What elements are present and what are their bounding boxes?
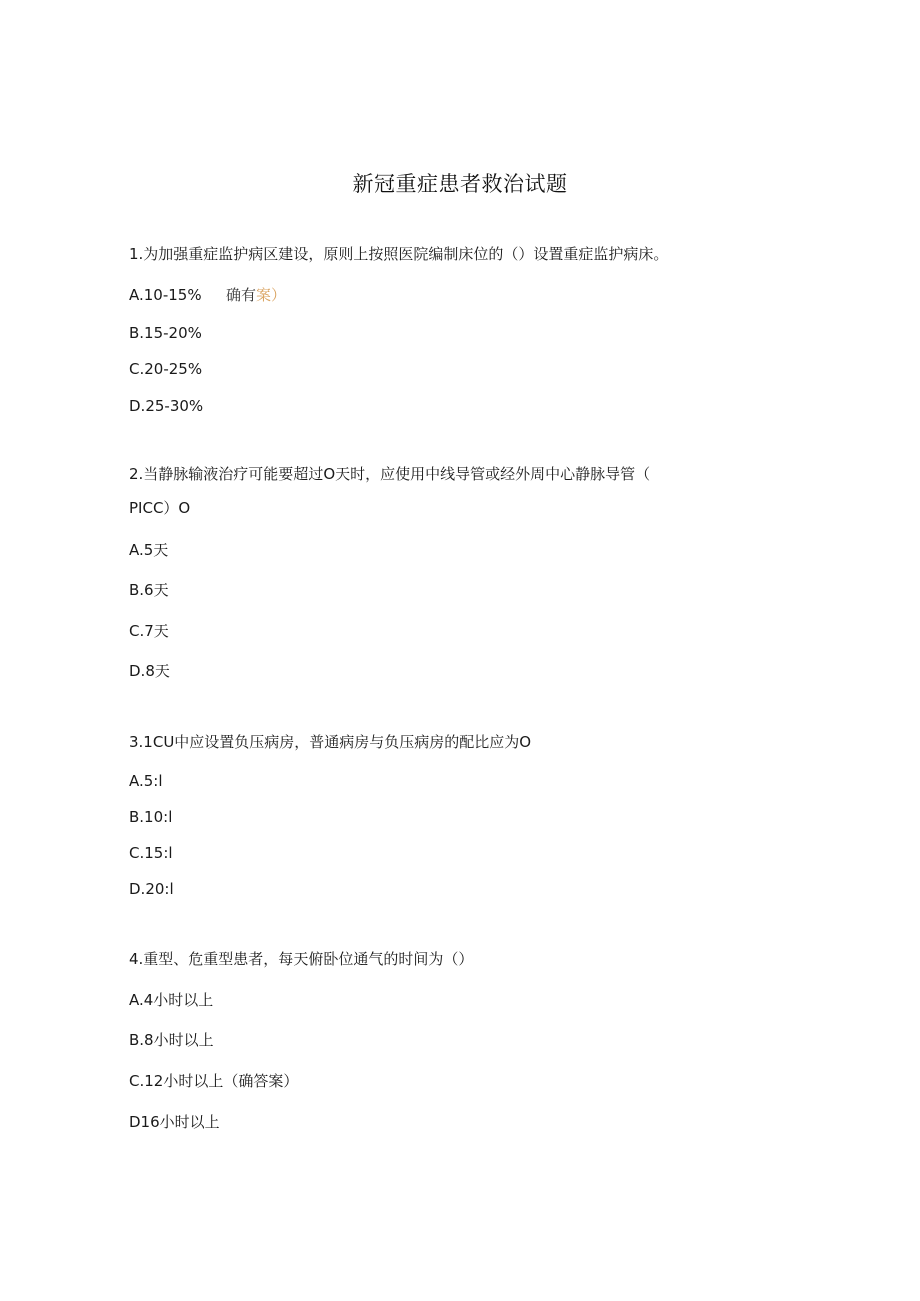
- question-4-option-a: A.4小时以上: [129, 991, 214, 1009]
- answer-note-text: 确有: [226, 286, 257, 304]
- question-3-option-c: C.15:l: [129, 844, 173, 862]
- question-3-stem: 3.1CU中应设置负压病房，普通病房与负压病房的配比应为O: [129, 733, 532, 751]
- question-3-option-a: A.5:l: [129, 772, 163, 790]
- question-4-option-b: B.8小时以上: [129, 1031, 214, 1049]
- question-3-option-d: D.20:l: [129, 880, 174, 898]
- question-1-answer-note: [226, 285, 286, 305]
- question-4-option-c: C.12小时以上（确答案）: [129, 1072, 299, 1090]
- question-1-option-d: D.25-30%: [129, 397, 204, 415]
- answer-note-highlight: 案）: [256, 286, 287, 304]
- question-2-stem-line-1: 2.当静脉输液治疗可能要超过O天时，应使用中线导管或经外周中心静脉导管（: [129, 465, 651, 483]
- question-2-option-c: C.7天: [129, 622, 169, 640]
- question-2-option-b: B.6天: [129, 581, 169, 599]
- question-1-option-b: B.15-20%: [129, 324, 202, 342]
- question-2-stem-line-2: PICC）O: [129, 499, 191, 517]
- question-3-option-b: B.10:l: [129, 808, 173, 826]
- page-title: 新冠重症患者救治试题: [352, 172, 568, 196]
- question-4-option-d: D16小时以上: [129, 1113, 220, 1131]
- question-4-stem: 4.重型、危重型患者，每天俯卧位通气的时间为（）: [129, 950, 474, 968]
- question-2-option-d: D.8天: [129, 662, 170, 680]
- question-1-option-a: A.10-15%: [129, 286, 202, 304]
- question-1-stem: 1.为加强重症监护病区建设，原则上按照医院编制床位的（）设置重症监护病床。: [129, 245, 669, 263]
- question-2-option-a: A.5天: [129, 541, 169, 559]
- question-1-option-c: C.20-25%: [129, 360, 203, 378]
